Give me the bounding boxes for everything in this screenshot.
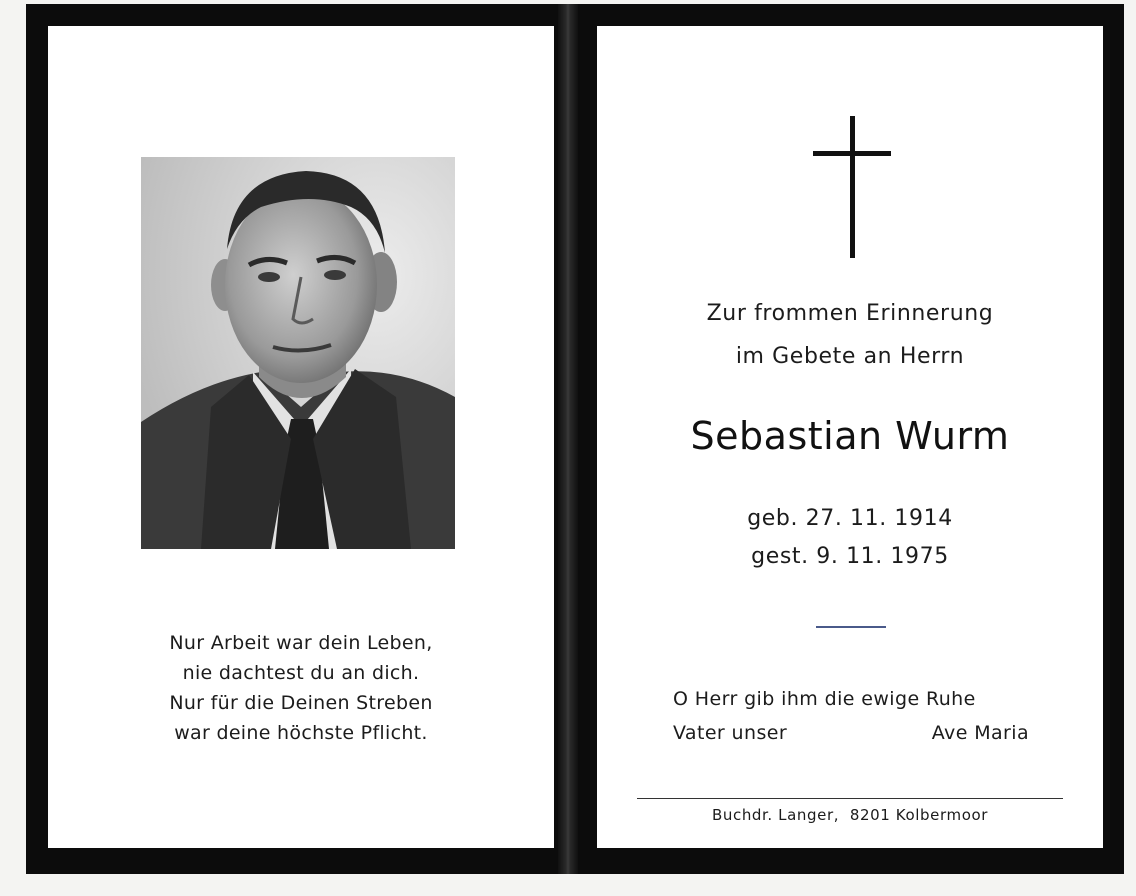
printer-name: Buchdr. Langer, <box>711 806 840 824</box>
life-dates <box>597 500 1103 576</box>
birth-date: geb. 27. 11. 1914 <box>747 506 953 531</box>
verse-block <box>48 628 554 748</box>
verse-line: Nur Arbeit war dein Leben, <box>169 632 433 654</box>
right-panel <box>597 26 1103 848</box>
footer-rule <box>637 798 1063 799</box>
divider-line <box>816 626 886 628</box>
verse-line: nie dachtest du an dich. <box>182 662 420 684</box>
memory-line: im Gebete an Herrn <box>735 344 965 369</box>
printer-credit <box>597 806 1103 824</box>
prayer-block <box>673 682 1029 750</box>
cross-icon <box>813 116 893 261</box>
prayer-vater-unser: Vater unser <box>673 722 788 744</box>
memory-heading <box>597 292 1103 378</box>
prayer-row <box>673 716 1029 750</box>
verse-line: war deine höchste Pflicht. <box>174 722 428 744</box>
death-date: gest. 9. 11. 1975 <box>751 544 949 569</box>
portrait-photo <box>141 157 455 549</box>
memory-line: Zur frommen Erinnerung <box>706 301 994 326</box>
deceased-name: Sebastian Wurm <box>690 414 1010 458</box>
printer-city: 8201 Kolbermoor <box>849 806 989 824</box>
card-fold <box>558 4 578 874</box>
left-panel <box>48 26 554 848</box>
prayer-ave-maria: Ave Maria <box>931 722 1029 744</box>
prayer-line: O Herr gib ihm die ewige Ruhe <box>673 688 976 710</box>
verse-line: Nur für die Deinen Streben <box>169 692 433 714</box>
portrait-illustration <box>141 157 455 549</box>
